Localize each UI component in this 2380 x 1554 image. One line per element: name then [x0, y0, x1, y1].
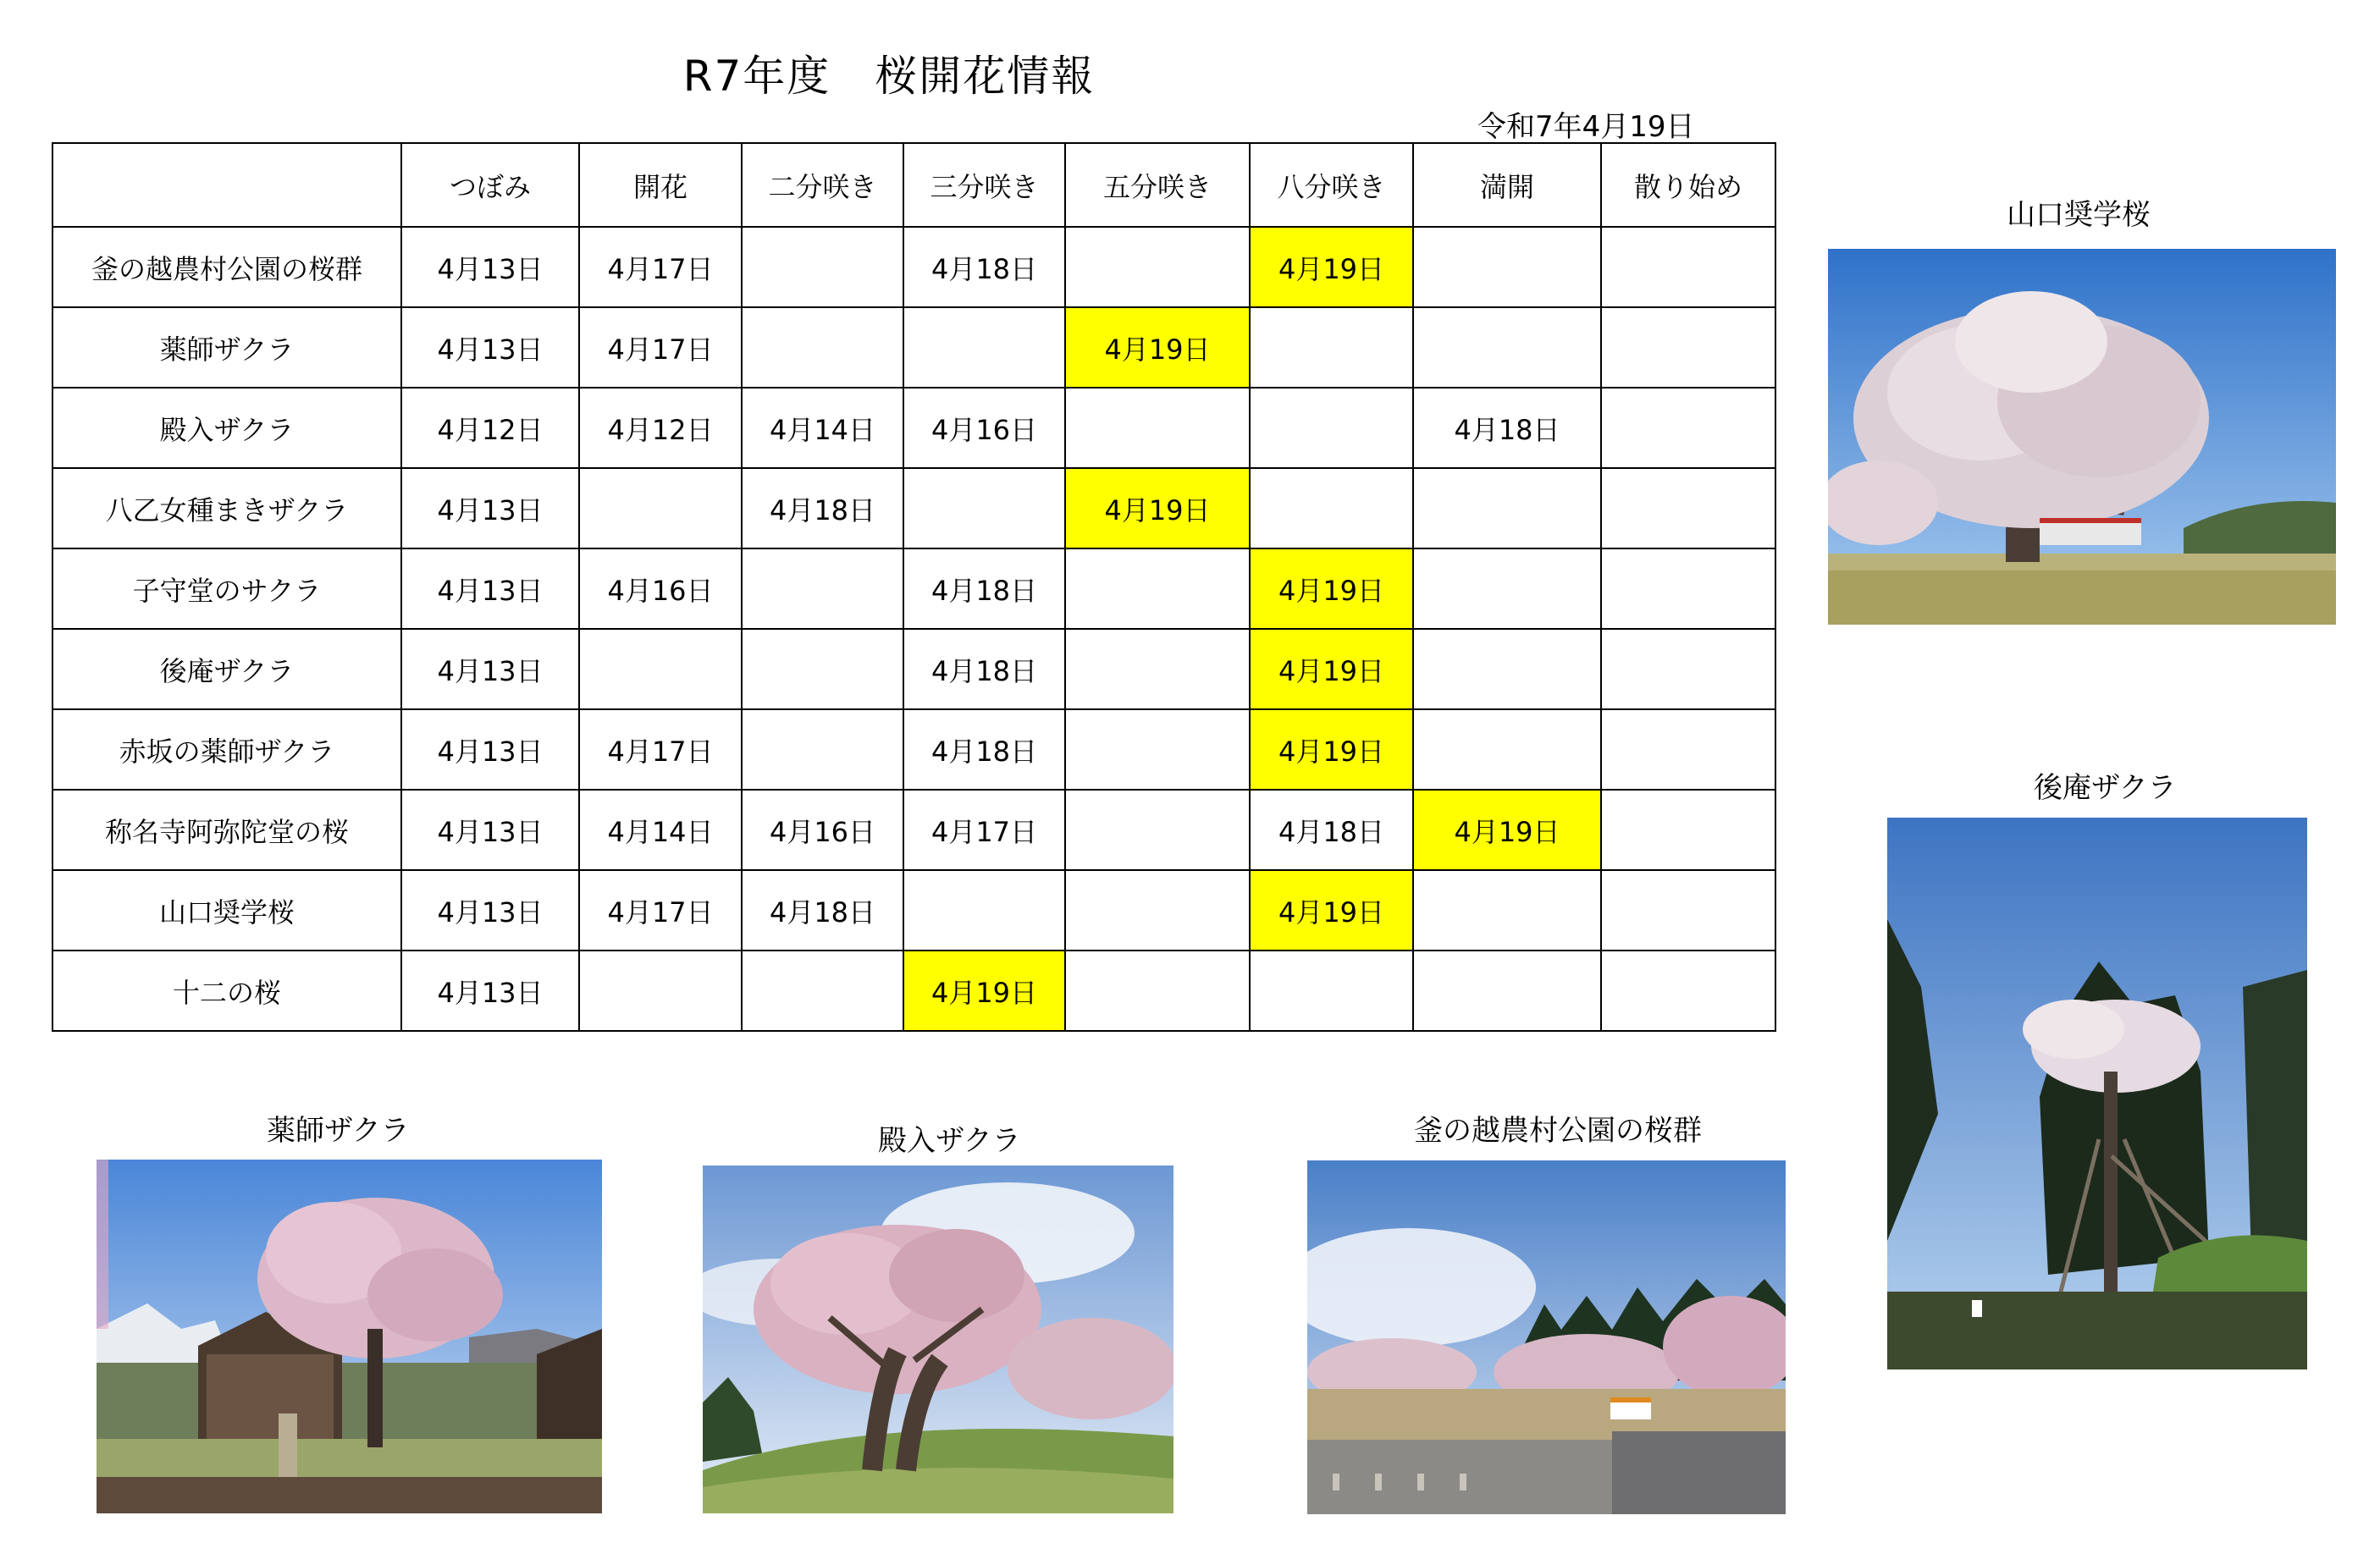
- stage-date-cell: [1065, 790, 1250, 870]
- photo-yakushi: [97, 1160, 602, 1513]
- photo-kamanokoshi: [1307, 1160, 1786, 1514]
- table-row: [52, 548, 1775, 629]
- stage-date-cell: [1601, 548, 1775, 629]
- stage-date-cell: 4月18日: [1250, 790, 1413, 870]
- stage-date-cell: 4月13日: [401, 709, 579, 790]
- table-row: [52, 388, 1775, 468]
- stage-date-cell: [742, 951, 903, 1031]
- current-stage-cell: 4月19日: [1250, 629, 1413, 709]
- stage-date-cell: [903, 468, 1065, 548]
- photo-goan: [1887, 818, 2307, 1369]
- current-stage-cell: 4月19日: [903, 951, 1065, 1031]
- stage-date-cell: 4月18日: [1413, 388, 1601, 468]
- stage-date-cell: [742, 548, 903, 629]
- current-stage-cell: 4月19日: [1250, 227, 1413, 307]
- stage-date-cell: [1601, 307, 1775, 388]
- stage-date-cell: [1601, 790, 1775, 870]
- header-stage: 散り始め: [1601, 143, 1775, 227]
- caption-kamanokoshi: 釜の越農村公園の桜群: [1414, 1114, 1702, 1148]
- stage-date-cell: [1250, 951, 1413, 1031]
- stage-date-cell: [742, 307, 903, 388]
- current-stage-cell: 4月19日: [1065, 468, 1250, 548]
- photo-tonoiri: [703, 1166, 1173, 1513]
- stage-date-cell: 4月16日: [742, 790, 903, 870]
- stage-date-cell: [579, 629, 742, 709]
- tree-name: 山口奨学桜: [52, 870, 401, 951]
- stage-date-cell: [1413, 468, 1601, 548]
- stage-date-cell: [742, 629, 903, 709]
- stage-date-cell: [1413, 548, 1601, 629]
- table-row: [52, 951, 1775, 1031]
- stage-date-cell: [1413, 709, 1601, 790]
- table-header-row: [52, 143, 1775, 227]
- stage-date-cell: [1065, 227, 1250, 307]
- stage-date-cell: 4月13日: [401, 870, 579, 951]
- stage-date-cell: 4月13日: [401, 951, 579, 1031]
- table-row: [52, 790, 1775, 870]
- stage-date-cell: [1601, 870, 1775, 951]
- stage-date-cell: 4月13日: [401, 629, 579, 709]
- report-date: 令和7年4月19日: [1477, 110, 1695, 144]
- stage-date-cell: 4月18日: [742, 468, 903, 548]
- stage-date-cell: 4月18日: [742, 870, 903, 951]
- caption-yamaguchi: 山口奨学桜: [2007, 198, 2151, 232]
- stage-date-cell: [1601, 951, 1775, 1031]
- page-title: R7年度 桜開花情報: [682, 52, 1096, 101]
- stage-date-cell: 4月17日: [579, 227, 742, 307]
- stage-date-cell: 4月13日: [401, 790, 579, 870]
- stage-date-cell: 4月16日: [579, 548, 742, 629]
- stage-date-cell: [1413, 227, 1601, 307]
- stage-date-cell: [1250, 468, 1413, 548]
- current-stage-cell: 4月19日: [1413, 790, 1601, 870]
- table-row: [52, 709, 1775, 790]
- stage-date-cell: [1601, 629, 1775, 709]
- stage-date-cell: [903, 870, 1065, 951]
- stage-date-cell: 4月13日: [401, 307, 579, 388]
- stage-date-cell: [1413, 870, 1601, 951]
- stage-date-cell: [742, 709, 903, 790]
- stage-date-cell: 4月16日: [903, 388, 1065, 468]
- stage-date-cell: [1250, 307, 1413, 388]
- stage-date-cell: [1065, 388, 1250, 468]
- header-stage: 八分咲き: [1250, 143, 1413, 227]
- stage-date-cell: [1601, 709, 1775, 790]
- stage-date-cell: 4月13日: [401, 468, 579, 548]
- stage-date-cell: [579, 468, 742, 548]
- stage-date-cell: [1065, 709, 1250, 790]
- tree-name: 称名寺阿弥陀堂の桜: [52, 790, 401, 870]
- stage-date-cell: [1250, 388, 1413, 468]
- table-row: [52, 307, 1775, 388]
- tree-name: 八乙女種まきザクラ: [52, 468, 401, 548]
- stage-date-cell: 4月12日: [579, 388, 742, 468]
- stage-date-cell: 4月13日: [401, 227, 579, 307]
- table-row: [52, 227, 1775, 307]
- header-stage: 三分咲き: [903, 143, 1065, 227]
- tree-name: 殿入ザクラ: [52, 388, 401, 468]
- current-stage-cell: 4月19日: [1250, 870, 1413, 951]
- stage-date-cell: 4月18日: [903, 548, 1065, 629]
- caption-tonoiri: 殿入ザクラ: [878, 1124, 1021, 1158]
- tree-name: 薬師ザクラ: [52, 307, 401, 388]
- header-stage: 二分咲き: [742, 143, 903, 227]
- stage-date-cell: 4月17日: [579, 307, 742, 388]
- stage-date-cell: [1413, 951, 1601, 1031]
- bloom-status-table: [52, 142, 1776, 1032]
- table-row: [52, 870, 1775, 951]
- tree-name: 子守堂のサクラ: [52, 548, 401, 629]
- stage-date-cell: [1601, 388, 1775, 468]
- stage-date-cell: [1601, 468, 1775, 548]
- stage-date-cell: 4月14日: [579, 790, 742, 870]
- stage-date-cell: [1065, 548, 1250, 629]
- header-stage: 五分咲き: [1065, 143, 1250, 227]
- stage-date-cell: 4月18日: [903, 227, 1065, 307]
- stage-date-cell: 4月17日: [903, 790, 1065, 870]
- stage-date-cell: [1065, 629, 1250, 709]
- caption-goan: 後庵ザクラ: [2034, 771, 2177, 805]
- tree-name: 後庵ザクラ: [52, 629, 401, 709]
- photo-yamaguchi: [1828, 249, 2336, 625]
- stage-date-cell: [903, 307, 1065, 388]
- table-row: [52, 468, 1775, 548]
- header-blank: [52, 143, 401, 227]
- caption-yakushi: 薬師ザクラ: [267, 1114, 410, 1148]
- header-stage: 開花: [579, 143, 742, 227]
- stage-date-cell: [1065, 951, 1250, 1031]
- stage-date-cell: 4月13日: [401, 548, 579, 629]
- stage-date-cell: 4月18日: [903, 709, 1065, 790]
- tree-name: 十二の桜: [52, 951, 401, 1031]
- current-stage-cell: 4月19日: [1065, 307, 1250, 388]
- stage-date-cell: 4月17日: [579, 709, 742, 790]
- current-stage-cell: 4月19日: [1250, 548, 1413, 629]
- current-stage-cell: 4月19日: [1250, 709, 1413, 790]
- header-stage: 満開: [1413, 143, 1601, 227]
- stage-date-cell: [1065, 870, 1250, 951]
- stage-date-cell: [1413, 307, 1601, 388]
- stage-date-cell: [1601, 227, 1775, 307]
- stage-date-cell: [579, 951, 742, 1031]
- table-row: [52, 629, 1775, 709]
- tree-name: 釜の越農村公園の桜群: [52, 227, 401, 307]
- stage-date-cell: [1413, 629, 1601, 709]
- header-stage: つぼみ: [401, 143, 579, 227]
- stage-date-cell: [742, 227, 903, 307]
- stage-date-cell: 4月12日: [401, 388, 579, 468]
- tree-name: 赤坂の薬師ザクラ: [52, 709, 401, 790]
- stage-date-cell: 4月17日: [579, 870, 742, 951]
- stage-date-cell: 4月18日: [903, 629, 1065, 709]
- stage-date-cell: 4月14日: [742, 388, 903, 468]
